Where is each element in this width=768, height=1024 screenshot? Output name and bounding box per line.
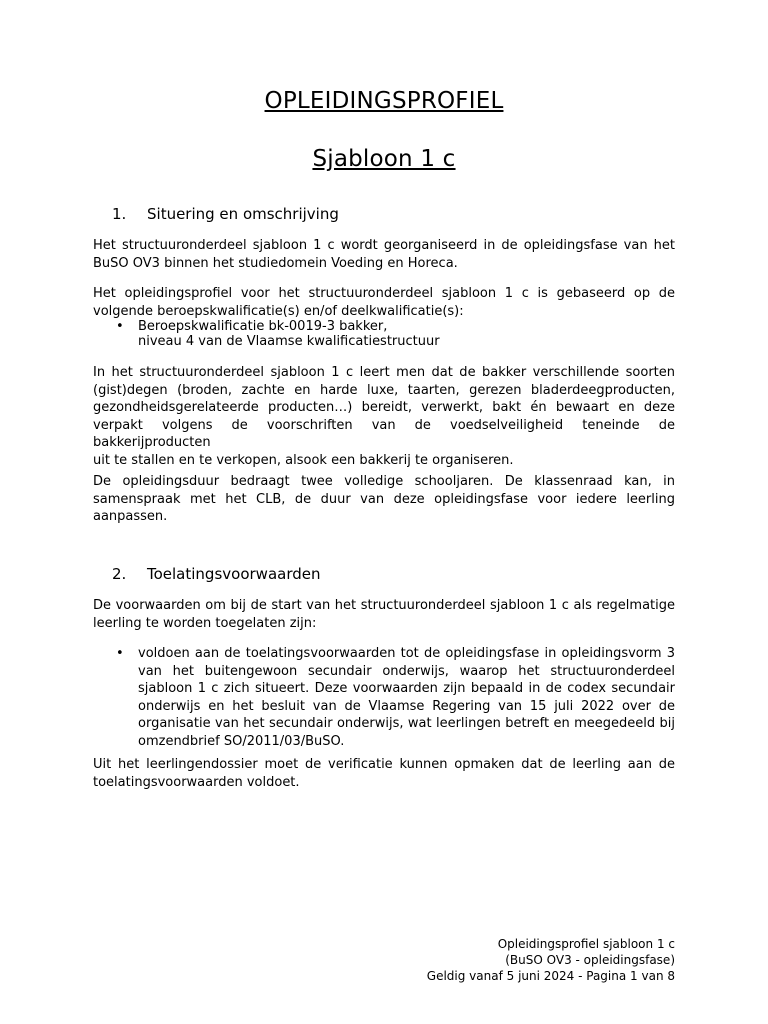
footer-line-1: Opleidingsprofiel sjabloon 1 c [497,937,675,951]
text-line: uit te stallen en te verkopen, alsook een bakkerij te organiseren. [93,452,514,468]
text-line: verpakt volgens de voorschriften van de voedselveiligheid teneinde de bakkerijproducten [93,417,675,450]
bullet-icon: • [116,646,124,661]
section-1-paragraph-4 [93,473,675,526]
page-footer [427,936,675,984]
text-line: leerling te worden toegelaten zijn: [93,615,317,631]
section-1-heading [112,205,339,223]
text-line: omzendbrief SO/2011/03/BuSO. [138,733,345,749]
text-line: samenspraak met het CLB, de duur van deze opleidingsfase voor iedere leerling [93,491,675,507]
footer-line-3: Geldig vanaf 5 juni 2024 - Pagina 1 van 8 [426,969,675,983]
text-line: voldoen aan de toelatingsvoorwaarden tot de opleidingsfase in opleidingsvorm 3 [138,646,675,661]
text-line: BuSO OV3 binnen het studiedomein Voeding en Horeca. [93,255,458,271]
qualification-bullet-line-2: niveau 4 van de Vlaamse kwalificatiestructuur [138,334,440,349]
text-line: toelatingsvoorwaarden voldoet. [93,774,300,790]
section-2-title: Toelatingsvoorwaarden [147,565,321,583]
text-line: gezondheidsgerelateerde producten…) bereidt, verwerkt, bakt én bewaart en deze [93,400,675,415]
text-line: De opleidingsduur bedraagt twee volledige schooljaren. De klassenraad kan, in [93,474,675,489]
section-1-paragraph-3 [93,364,675,469]
section-2-paragraph-1 [93,597,675,632]
bullet-icon: • [116,319,124,334]
text-line: aanpassen. [93,509,168,524]
text-line: onderwijs en het besluit van de Vlaamse Regering van 15 juli 2022 over de [138,698,675,714]
text-line: Het structuuronderdeel sjabloon 1 c wordt georganiseerd in de opleidingsfase van het [93,238,675,253]
text-line: sjabloon 1 c zich situeert. Deze voorwaarden zijn bepaald in de codex secundair [138,681,675,696]
section-2-heading [112,565,320,583]
document-title: OPLEIDINGSPROFIEL [264,88,504,114]
text-line: Het opleidingsprofiel voor het structuuronderdeel sjabloon 1 c is gebaseerd op de [93,286,675,301]
text-line: (gist)degen (broden, zachte en harde luxe, taarten, gerezen bladerdeegproducten, [93,382,675,398]
text-line: volgende beroepskwalificatie(s) en/of deelkwalificatie(s): [93,303,464,319]
qualification-bullet-line-1: Beroepskwalificatie bk-0019-3 bakker, [138,319,388,334]
section-1-number: 1. [112,205,127,223]
text-line: van het buitengewoon secundair onderwijs, waarop het structuuronderdeel [138,663,675,679]
section-2-number: 2. [112,565,127,583]
text-line: De voorwaarden om bij de start van het structuuronderdeel sjabloon 1 c als regelmatige [93,598,675,613]
document-subtitle: Sjabloon 1 c [312,146,456,172]
section-1-paragraph-2 [93,285,675,320]
admission-bullet [138,645,675,750]
section-2-paragraph-2 [93,756,675,791]
text-line: organisatie van het secundair onderwijs, wat leerlingen betreft en meegedeeld bij [138,716,675,731]
section-1-paragraph-1 [93,237,675,272]
footer-line-2: (BuSO OV3 - opleidingsfase) [505,953,675,967]
section-1-title: Situering en omschrijving [147,205,339,223]
text-line: In het structuuronderdeel sjabloon 1 c leert men dat de bakker verschillende soorten [93,365,675,380]
text-line: Uit het leerlingendossier moet de verificatie kunnen opmaken dat de leerling aan de [93,757,675,772]
